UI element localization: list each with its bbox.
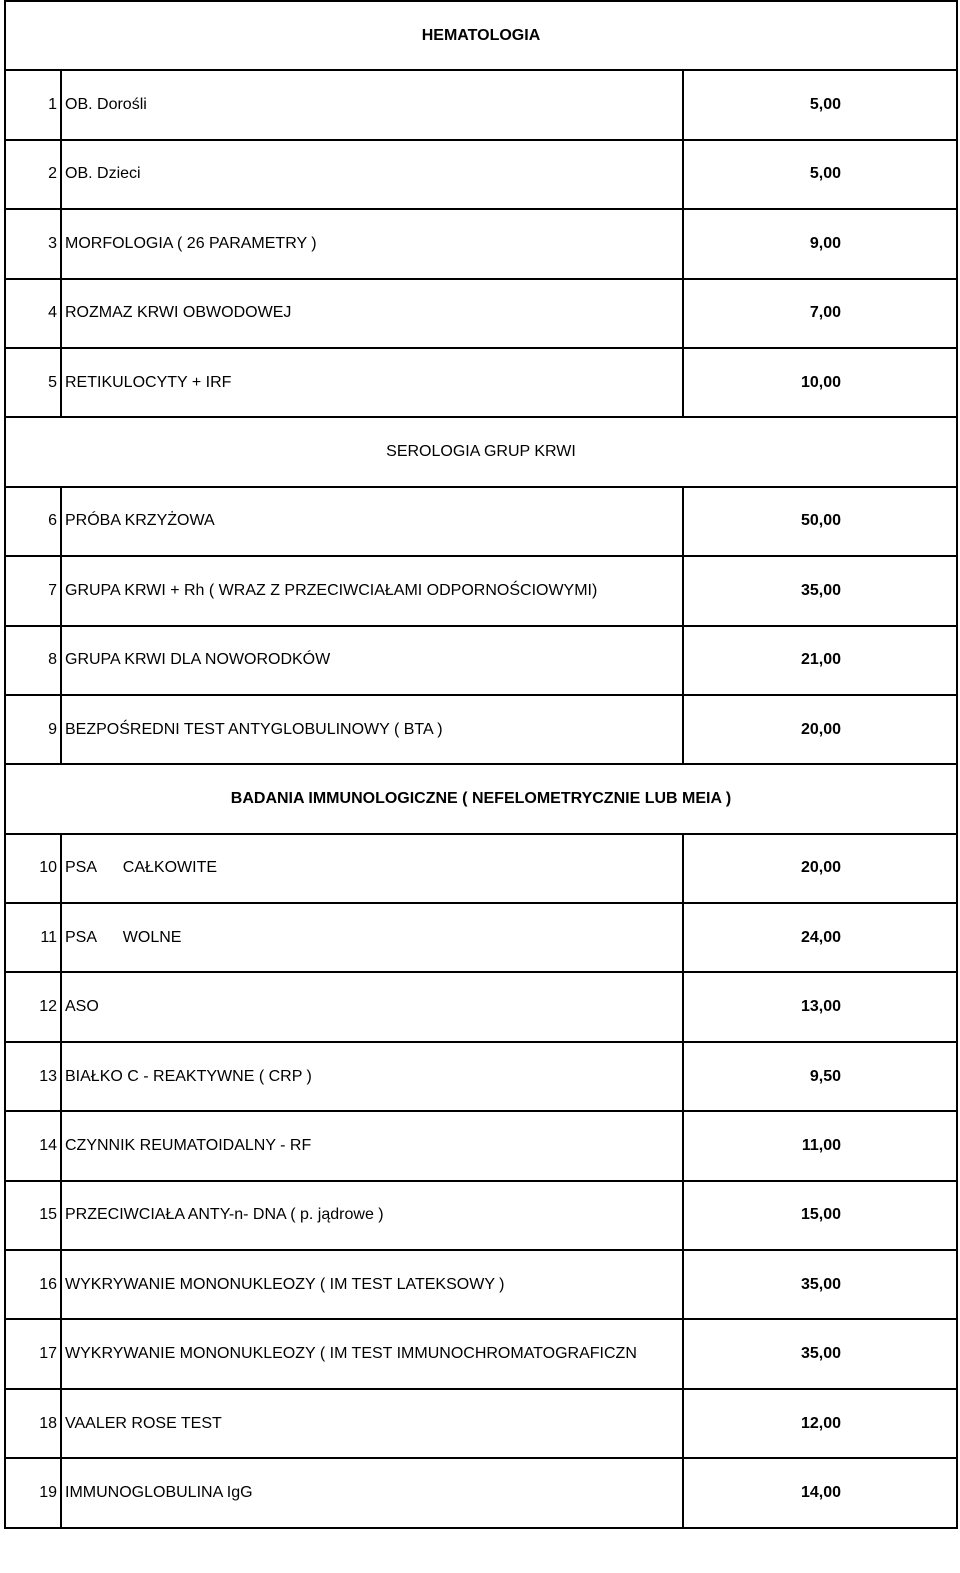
row-number: 16 <box>5 1250 61 1319</box>
row-number: 6 <box>5 487 61 556</box>
table-row <box>5 1458 957 1527</box>
row-number: 7 <box>5 556 61 625</box>
test-name: GRUPA KRWI + Rh ( WRAZ Z PRZECIWCIAŁAMI ODPORNOŚCIOWYMI) <box>61 556 683 625</box>
test-name: GRUPA KRWI DLA NOWORODKÓW <box>61 626 683 695</box>
test-price: 5,00 <box>683 70 957 139</box>
row-number: 5 <box>5 348 61 417</box>
test-name: PSA CAŁKOWITE <box>61 834 683 903</box>
table-row <box>5 140 957 209</box>
row-number: 14 <box>5 1111 61 1180</box>
test-price: 20,00 <box>683 834 957 903</box>
test-name: ROZMAZ KRWI OBWODOWEJ <box>61 279 683 348</box>
test-price: 35,00 <box>683 1250 957 1319</box>
test-name: BIAŁKO C - REAKTYWNE ( CRP ) <box>61 1042 683 1111</box>
table-row <box>5 903 957 972</box>
test-price: 7,00 <box>683 279 957 348</box>
row-number: 13 <box>5 1042 61 1111</box>
row-number: 10 <box>5 834 61 903</box>
row-number: 3 <box>5 209 61 278</box>
test-name: WYKRYWANIE MONONUKLEOZY ( IM TEST LATEKSOWY ) <box>61 1250 683 1319</box>
section-title: SEROLOGIA GRUP KRWI <box>5 417 957 486</box>
test-price: 11,00 <box>683 1111 957 1180</box>
table-row <box>5 834 957 903</box>
row-number: 8 <box>5 626 61 695</box>
row-number: 2 <box>5 140 61 209</box>
test-price: 10,00 <box>683 348 957 417</box>
row-number: 11 <box>5 903 61 972</box>
test-price: 9,00 <box>683 209 957 278</box>
test-price: 35,00 <box>683 1319 957 1388</box>
test-name: PRÓBA KRZYŻOWA <box>61 487 683 556</box>
table-row <box>5 1319 957 1388</box>
section-header-row <box>5 764 957 833</box>
test-name: BEZPOŚREDNI TEST ANTYGLOBULINOWY ( BTA ) <box>61 695 683 764</box>
table-row <box>5 1042 957 1111</box>
section-title: BADANIA IMMUNOLOGICZNE ( NEFELOMETRYCZNIE LUB MEIA ) <box>5 764 957 833</box>
row-number: 17 <box>5 1319 61 1388</box>
test-price: 24,00 <box>683 903 957 972</box>
table-row <box>5 972 957 1041</box>
test-name: OB. Dzieci <box>61 140 683 209</box>
table-row <box>5 487 957 556</box>
table-row <box>5 70 957 139</box>
test-name: PRZECIWCIAŁA ANTY-n- DNA ( p. jądrowe ) <box>61 1181 683 1250</box>
test-price: 9,50 <box>683 1042 957 1111</box>
row-number: 1 <box>5 70 61 139</box>
table-row <box>5 626 957 695</box>
table-row <box>5 279 957 348</box>
test-name: MORFOLOGIA ( 26 PARAMETRY ) <box>61 209 683 278</box>
test-name: IMMUNOGLOBULINA IgG <box>61 1458 683 1527</box>
test-name: RETIKULOCYTY + IRF <box>61 348 683 417</box>
test-price: 35,00 <box>683 556 957 625</box>
price-list-body <box>5 1 957 1528</box>
test-name: WYKRYWANIE MONONUKLEOZY ( IM TEST IMMUNOCHROMATOGRAFICZN <box>61 1319 683 1388</box>
row-number: 9 <box>5 695 61 764</box>
row-number: 4 <box>5 279 61 348</box>
test-name: CZYNNIK REUMATOIDALNY - RF <box>61 1111 683 1180</box>
table-row <box>5 1250 957 1319</box>
test-price: 21,00 <box>683 626 957 695</box>
test-name: ASO <box>61 972 683 1041</box>
test-price: 15,00 <box>683 1181 957 1250</box>
test-price: 5,00 <box>683 140 957 209</box>
table-row <box>5 209 957 278</box>
table-row <box>5 1389 957 1458</box>
table-row <box>5 1111 957 1180</box>
test-name: VAALER ROSE TEST <box>61 1389 683 1458</box>
table-row <box>5 556 957 625</box>
test-price: 12,00 <box>683 1389 957 1458</box>
test-price: 50,00 <box>683 487 957 556</box>
table-row <box>5 348 957 417</box>
table-row <box>5 695 957 764</box>
test-price: 14,00 <box>683 1458 957 1527</box>
test-name: OB. Dorośli <box>61 70 683 139</box>
test-price: 13,00 <box>683 972 957 1041</box>
section-title: HEMATOLOGIA <box>5 1 957 70</box>
row-number: 15 <box>5 1181 61 1250</box>
row-number: 19 <box>5 1458 61 1527</box>
table-row <box>5 1181 957 1250</box>
section-header-row <box>5 417 957 486</box>
row-number: 18 <box>5 1389 61 1458</box>
row-number: 12 <box>5 972 61 1041</box>
test-price: 20,00 <box>683 695 957 764</box>
test-name: PSA WOLNE <box>61 903 683 972</box>
section-header-row <box>5 1 957 70</box>
price-list-table <box>4 0 958 1529</box>
